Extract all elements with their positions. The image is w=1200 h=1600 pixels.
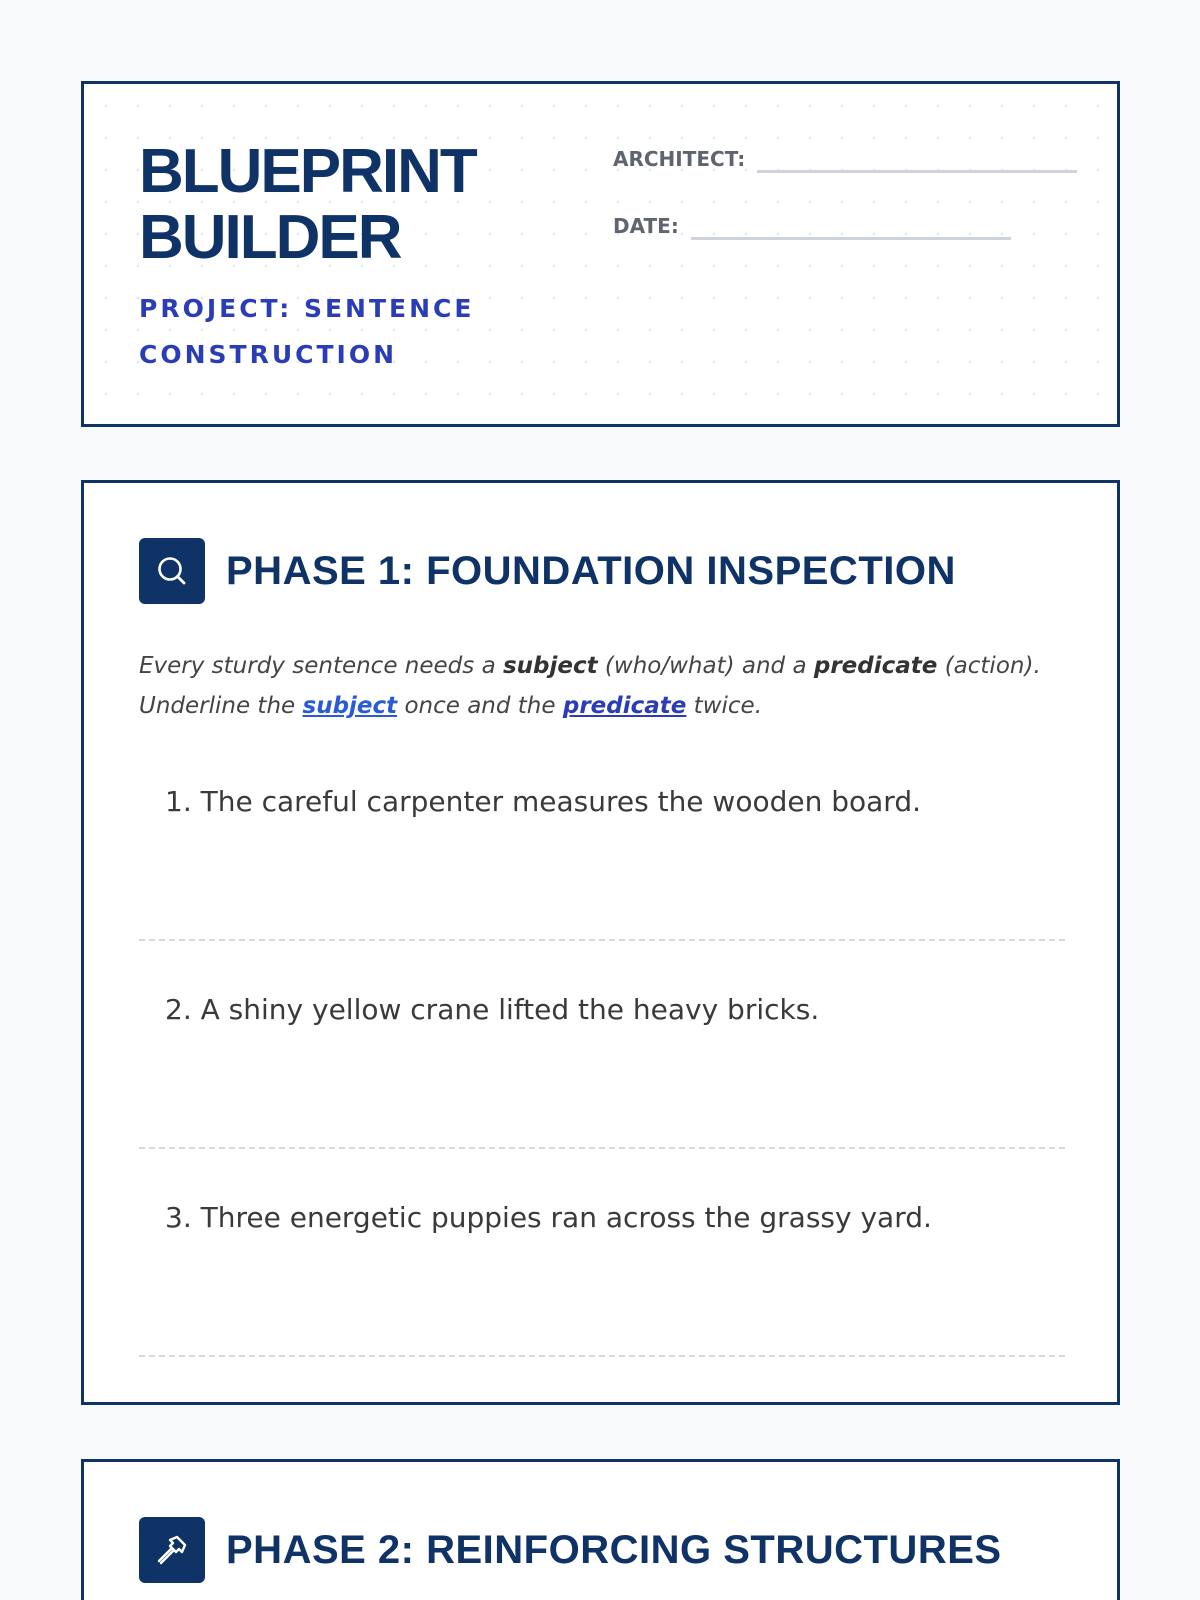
instructions-text: twice. [686, 693, 763, 719]
instructions-text: Every sturdy sentence needs a [139, 653, 503, 679]
hammer-icon [139, 1517, 205, 1583]
instructions-text: (action). [937, 653, 1041, 679]
sentence-text: 3. Three energetic puppies ran across the grassy yard. [165, 1201, 932, 1234]
sentence-text: 2. A shiny yellow crane lifted the heavy bricks. [165, 993, 820, 1026]
project-line-2: CONSTRUCTION [139, 340, 398, 369]
project-line-1: PROJECT: SENTENCE [139, 294, 475, 323]
subject-underline-example: subject [302, 693, 398, 719]
sentence-text: 1. The careful carpenter measures the wooden board. [165, 785, 921, 818]
instructions-text: (who/what) and a [597, 653, 814, 679]
search-icon [139, 538, 205, 604]
phase-1-section [81, 480, 1120, 1405]
phase-2-title: PHASE 2: REINFORCING STRUCTURES [226, 1527, 1002, 1572]
page-title [139, 139, 476, 271]
phase-1-instructions [139, 646, 1079, 726]
title-block [139, 139, 476, 378]
predicate-underline-example: predicate [562, 693, 687, 719]
title-line-2: BUILDER [139, 203, 401, 272]
date-label: DATE: [613, 214, 679, 238]
phase-1-header [139, 538, 956, 604]
architect-label: ARCHITECT: [613, 147, 746, 171]
date-field[interactable] [613, 214, 1011, 238]
project-subtitle [139, 286, 476, 378]
date-input-line[interactable] [691, 237, 1011, 240]
title-line-1: BLUEPRINT [139, 137, 476, 206]
instructions-text: Underline the [139, 693, 303, 719]
header-card [81, 81, 1120, 427]
architect-input-line[interactable] [757, 170, 1077, 173]
sentence-item[interactable] [139, 1149, 1065, 1357]
phase-1-title: PHASE 1: FOUNDATION INSPECTION [226, 548, 956, 593]
sentence-list [139, 733, 1065, 1357]
instructions-text: once and the [397, 693, 563, 719]
subject-term: subject [502, 653, 598, 679]
sentence-item[interactable] [139, 733, 1065, 941]
phase-2-header [139, 1517, 1002, 1583]
phase-2-section [81, 1459, 1120, 1600]
architect-field[interactable] [613, 147, 1077, 171]
sentence-item[interactable] [139, 941, 1065, 1149]
predicate-term: predicate [813, 653, 938, 679]
